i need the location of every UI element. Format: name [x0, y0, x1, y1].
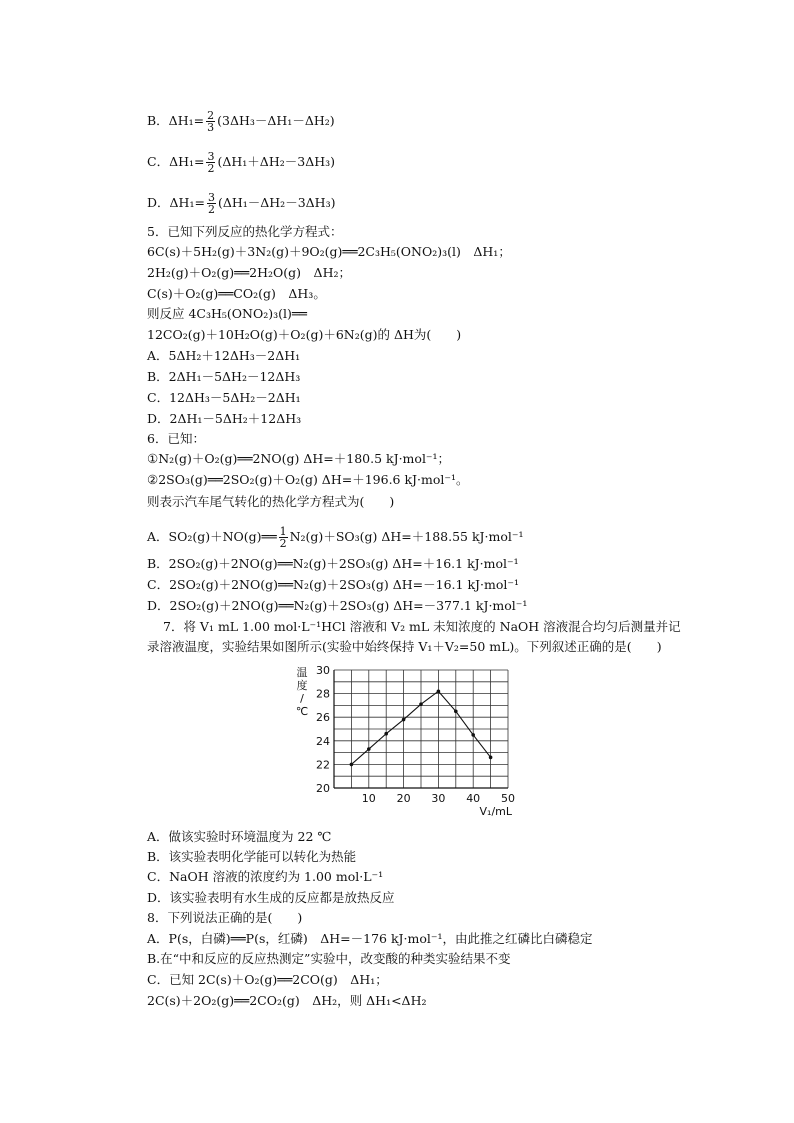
q4-option-c: C．ΔH₁= $\frac{3}{2}$ (ΔH₁＋ΔH₂－3ΔH₃) [147, 150, 336, 175]
q5-equation-3: C(s)＋O₂(g)══CO₂(g) ΔH₃。 [147, 286, 326, 301]
q6-option-a: A．SO₂(g)＋NO(g)══ $\frac{1}{2}$ N₂(g)＋SO₃(g) ΔH=＋188.55 kJ·mol⁻¹ [147, 525, 524, 550]
q5-option-b: B．2ΔH₁－5ΔH₂－12ΔH₃ [147, 369, 301, 384]
q4-option-d: D．ΔH₁= $\frac{3}{2}$ (ΔH₁－ΔH₂－3ΔH₃) [147, 191, 336, 216]
x-tick-label: 20 [396, 792, 411, 805]
q6-option-c: C．2SO₂(g)＋2NO(g)══N₂(g)＋2SO₃(g) ΔH=－16.1 kJ·mol⁻¹ [147, 577, 519, 592]
q5-equation-1: 6C(s)＋5H₂(g)＋3N₂(g)＋9O₂(g)══2C₃H₅(ONO₂)₃(l) ΔH₁； [147, 244, 511, 259]
data-point [454, 710, 458, 714]
q6-equation-1: ①N₂(g)＋O₂(g)══2NO(g) ΔH=＋180.5 kJ·mol⁻¹； [147, 451, 451, 466]
q8-stem: 8．下列说法正确的是( ) [147, 910, 303, 925]
q4-option-b: B．ΔH₁= $\frac{2}{3}$ (3ΔH₃－ΔH₁－ΔH₂) [147, 109, 335, 134]
q6-option-b: B．2SO₂(g)＋2NO(g)══N₂(g)＋2SO₃(g) ΔH=＋16.1 kJ·mol⁻¹ [147, 556, 519, 571]
data-point [367, 747, 371, 751]
y-tick-label: 26 [316, 711, 330, 725]
q6-ask: 则表示汽车尾气转化的热化学方程式为( ) [147, 494, 395, 509]
y-tick-label: 30 [316, 664, 330, 677]
data-point [350, 763, 354, 767]
fraction: $\frac{3}{2}$ [207, 150, 215, 175]
q7-option-a: A．做该实验时环境温度为 22 ℃ [147, 829, 332, 844]
y-axis-label: / [300, 692, 304, 705]
q6-equation-2: ②2SO₃(g)══2SO₂(g)＋O₂(g) ΔH=＋196.6 kJ·mol⁻¹。 [147, 472, 469, 487]
data-point [384, 732, 388, 736]
q8-option-b: B.在“中和反应的反应热测定”实验中，改变酸的种类实验结果不变 [147, 951, 511, 966]
q5-option-a: A．5ΔH₂＋12ΔH₃－2ΔH₁ [147, 348, 301, 363]
q6-stem: 6．已知： [147, 431, 205, 446]
fraction: $\frac{3}{2}$ [207, 191, 215, 216]
data-point [489, 756, 493, 760]
data-point [402, 718, 406, 722]
q8-option-a: A．P(s，白磷)══P(s，红磷) ΔH=－176 kJ·mol⁻¹，由此推之红磷比白磷稳定 [147, 931, 593, 946]
y-axis-label: 温 [296, 666, 308, 679]
x-tick-label: 30 [431, 792, 446, 805]
q6-option-d: D．2SO₂(g)＋2NO(g)══N₂(g)＋2SO₃(g) ΔH=－377.1 kJ·mol⁻¹ [147, 598, 528, 613]
y-axis-label: ℃ [295, 705, 309, 718]
y-tick-label: 28 [316, 687, 330, 701]
x-axis-label: V₁/mL [479, 805, 512, 818]
temperature-chart [290, 660, 530, 820]
fraction: $\frac{1}{2}$ [279, 525, 287, 550]
data-point [471, 733, 475, 737]
y-tick-label: 24 [316, 734, 330, 748]
q7-option-b: B．该实验表明化学能可以转化为热能 [147, 849, 357, 864]
x-tick-label: 40 [466, 792, 481, 805]
q5-equation-2: 2H₂(g)＋O₂(g)══2H₂O(g) ΔH₂； [147, 265, 351, 280]
q5-option-c: C．12ΔH₃－5ΔH₂－2ΔH₁ [147, 390, 301, 405]
fraction: $\frac{2}{3}$ [207, 109, 215, 134]
q8-option-c-cont: 2C(s)＋2O₂(g)══2CO₂(g) ΔH₂，则 ΔH₁<ΔH₂ [147, 993, 427, 1008]
y-tick-label: 20 [316, 782, 330, 795]
q7-option-d: D．该实验表明有水生成的反应都是放热反应 [147, 890, 395, 905]
q5-stem: 5．已知下列反应的热化学方程式： [147, 224, 343, 239]
q7-stem-1: 7．将 V₁ mL 1.00 mol·L⁻¹HCl 溶液和 V₂ mL 未知浓度的 NaOH 溶液混合均匀后测量并记 [163, 619, 681, 634]
q5-ask-1: 则反应 4C₃H₅(ONO₂)₃(l)══ [147, 306, 307, 321]
q7-option-c: C．NaOH 溶液的浓度约为 1.00 mol·L⁻¹ [147, 869, 384, 884]
x-tick-label: 50 [501, 792, 515, 805]
q7-stem-2: 录溶液温度，实验结果如图所示(实验中始终保持 V₁＋V₂=50 mL)。下列叙述正确的是( ) [147, 639, 662, 654]
q5-ask-2: 12CO₂(g)＋10H₂O(g)＋O₂(g)＋6N₂(g)的 ΔH为( ) [147, 327, 462, 342]
q8-option-c: C．已知 2C(s)＋O₂(g)══2CO(g) ΔH₁； [147, 972, 388, 987]
y-axis-label: 度 [296, 679, 308, 692]
y-tick-label: 22 [316, 758, 330, 772]
q5-option-d: D．2ΔH₁－5ΔH₂＋12ΔH₃ [147, 411, 302, 426]
data-point [437, 689, 441, 693]
x-tick-label: 10 [361, 792, 376, 805]
data-point [419, 702, 423, 706]
